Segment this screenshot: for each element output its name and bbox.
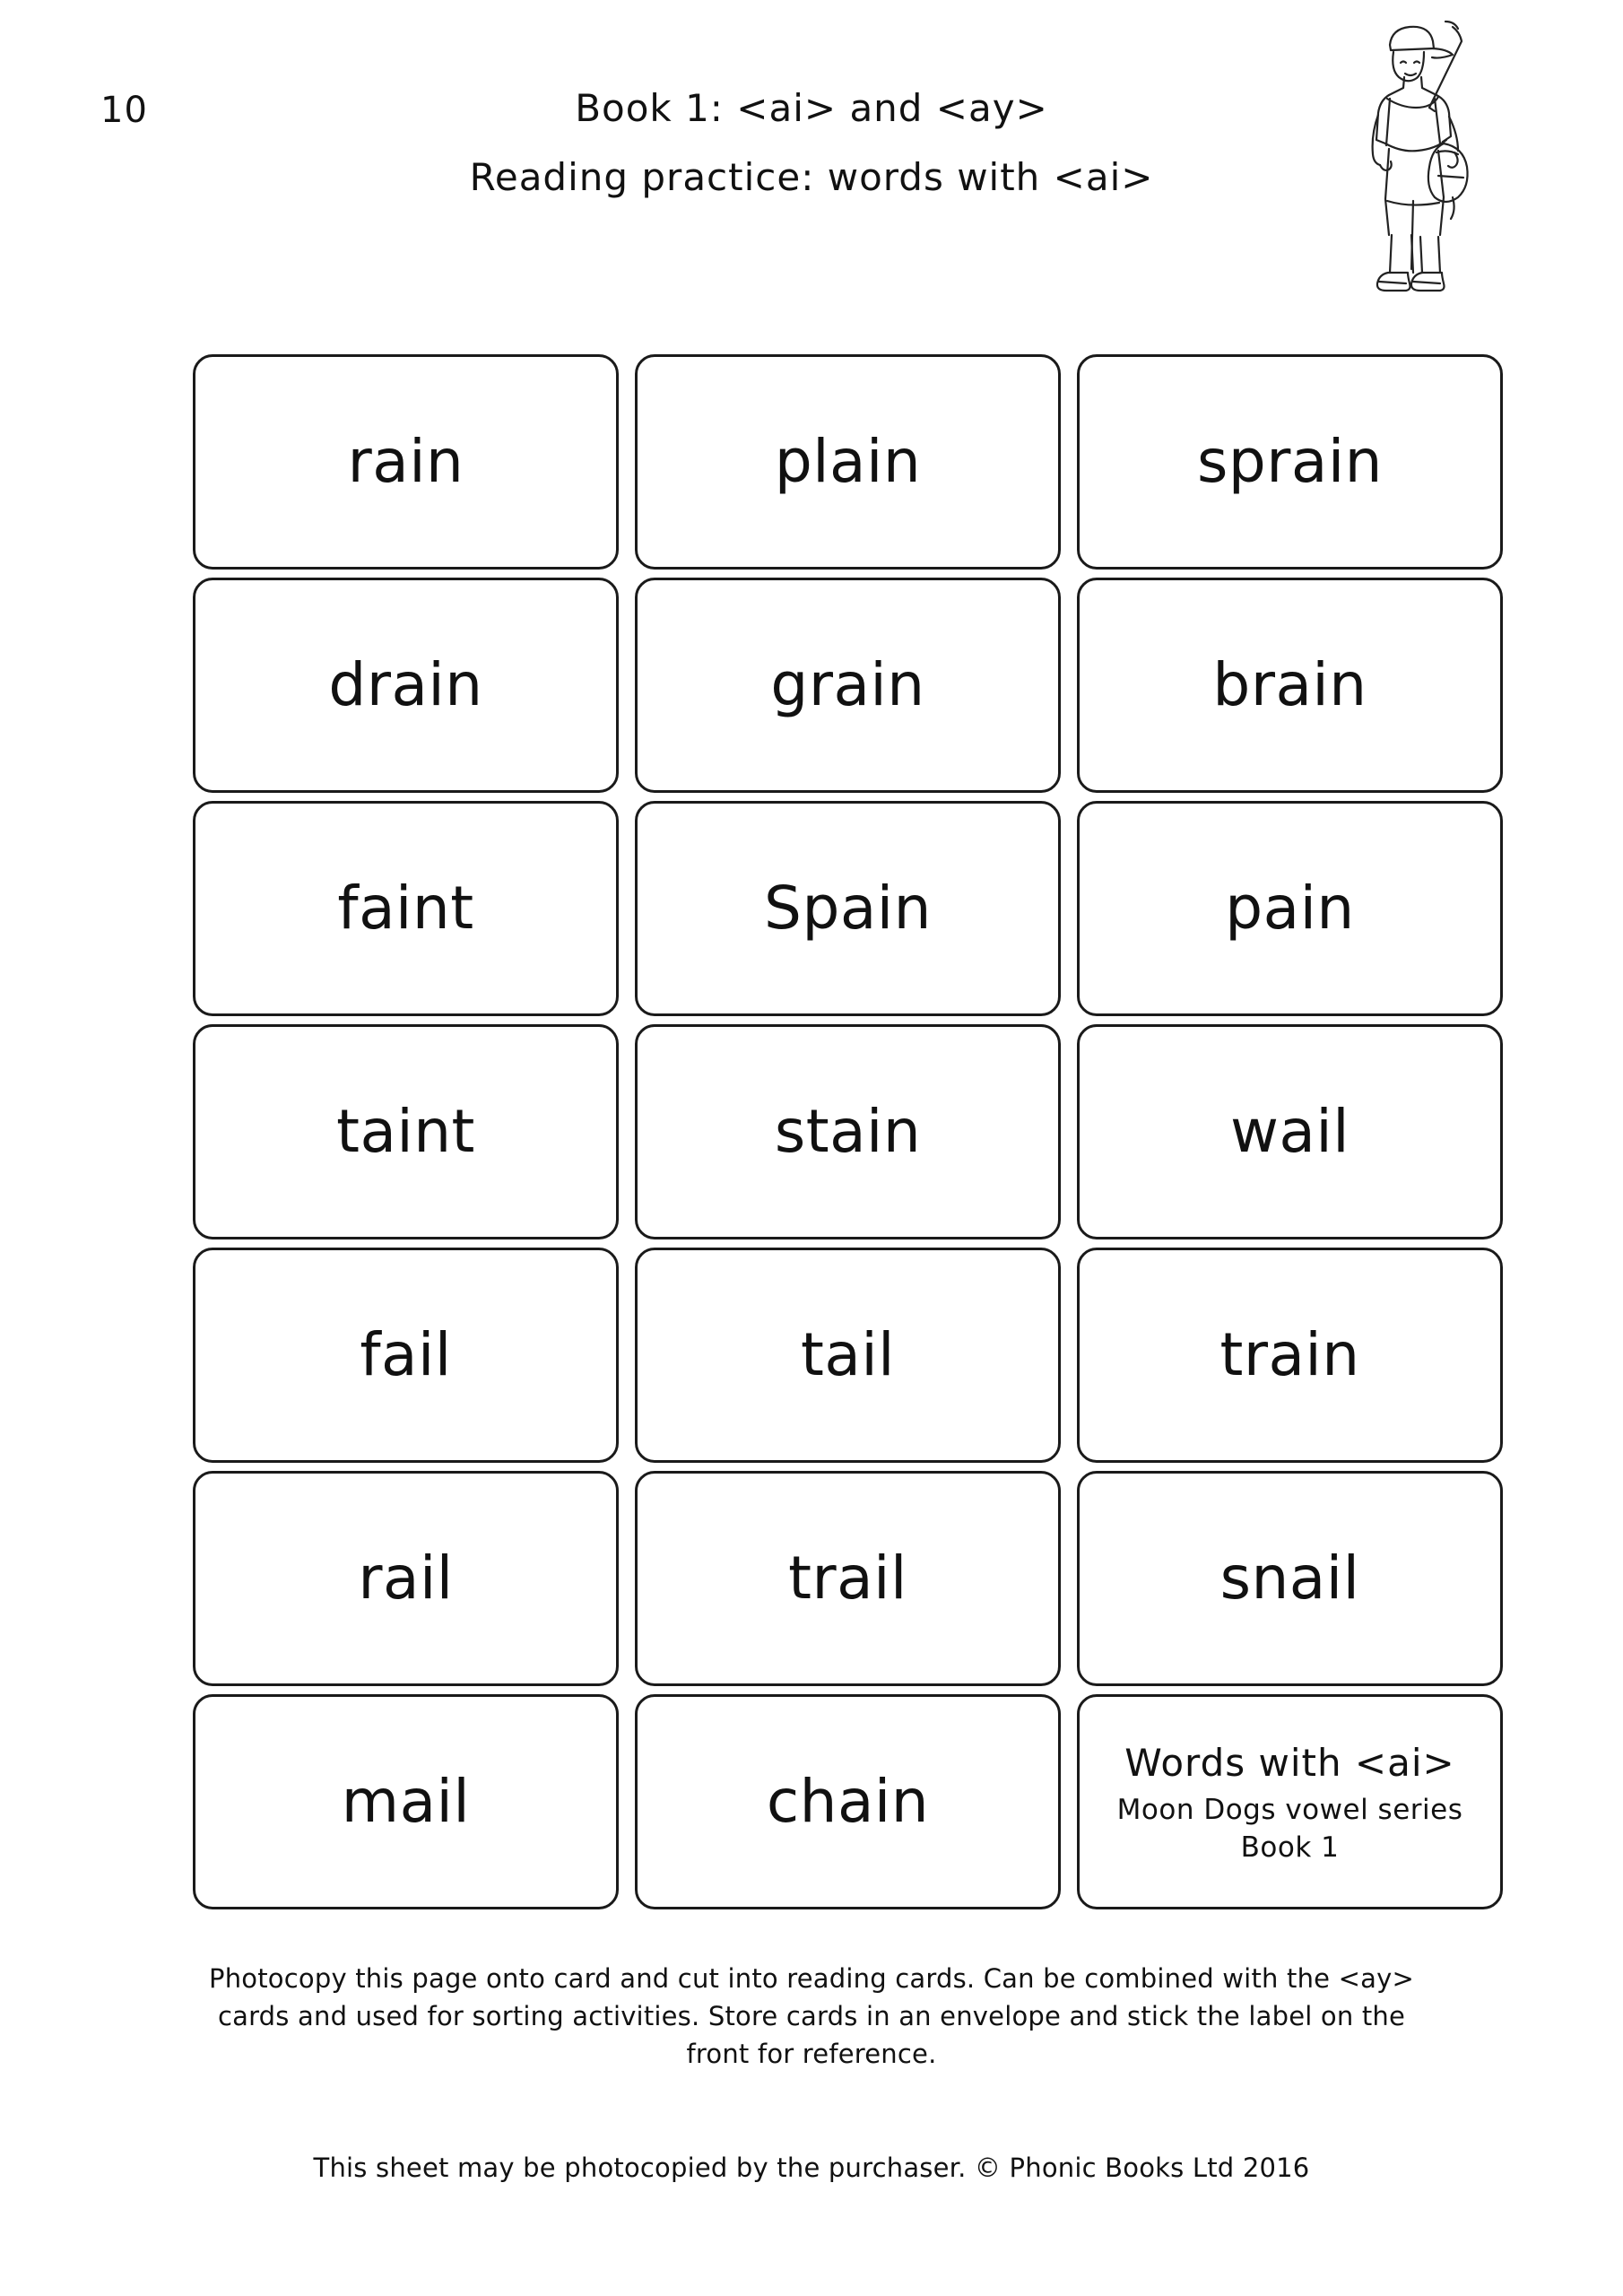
word-card-label: plain <box>774 427 922 496</box>
envelope-label-title: Words with <ai> <box>1124 1740 1455 1785</box>
word-card-label: wail <box>1229 1097 1350 1166</box>
word-card[interactable] <box>193 354 619 570</box>
page-subtitle: Reading practice: words with <ai> <box>469 155 1154 199</box>
word-card[interactable] <box>193 1694 619 1909</box>
envelope-label-series: Moon Dogs vowel series <box>1116 1793 1463 1826</box>
word-card-label: brain <box>1212 650 1367 719</box>
boy-with-bat-and-bag-illustration <box>1338 9 1508 314</box>
word-card-label: train <box>1219 1320 1360 1389</box>
word-card-label: chain <box>766 1767 930 1836</box>
word-card-label: taint <box>336 1097 475 1166</box>
word-card-label: rain <box>347 427 464 496</box>
footer-instructions: Photocopy this page onto card and cut into reading cards. Can be combined with the <ay> cards and used for sorting activities. Store cards in an envelope and stick the label on the front for reference. <box>209 1963 1414 2070</box>
word-card[interactable] <box>635 354 1061 570</box>
word-card[interactable] <box>193 1471 619 1686</box>
word-card-label: drain <box>328 650 483 719</box>
word-card-label: trail <box>788 1544 907 1613</box>
word-card[interactable] <box>1077 354 1503 570</box>
word-card[interactable] <box>1077 1024 1503 1239</box>
word-card-label: rail <box>358 1544 454 1613</box>
word-card-label: snail <box>1219 1544 1360 1613</box>
word-card[interactable] <box>1077 578 1503 793</box>
footer-copyright: This sheet may be photocopied by the purchaser. © Phonic Books Ltd 2016 <box>313 2152 1310 2183</box>
word-card[interactable] <box>1077 1248 1503 1463</box>
word-card-label: tail <box>801 1320 895 1389</box>
word-card[interactable] <box>193 1024 619 1239</box>
word-card[interactable] <box>193 801 619 1016</box>
word-card-label: grain <box>770 650 925 719</box>
word-card[interactable] <box>635 1471 1061 1686</box>
word-card[interactable] <box>1077 1471 1503 1686</box>
word-card-label: stain <box>774 1097 922 1166</box>
word-card[interactable] <box>635 1024 1061 1239</box>
envelope-label-card[interactable] <box>1077 1694 1503 1909</box>
word-card[interactable] <box>635 1248 1061 1463</box>
word-card[interactable] <box>1077 801 1503 1016</box>
word-card-label: pain <box>1225 874 1355 943</box>
reading-cards-grid <box>193 354 1502 1909</box>
word-card[interactable] <box>635 801 1061 1016</box>
word-card-label: sprain <box>1196 427 1384 496</box>
word-card-label: fail <box>360 1320 452 1389</box>
page-number: 10 <box>100 90 148 131</box>
word-card[interactable] <box>193 1248 619 1463</box>
word-card[interactable] <box>635 578 1061 793</box>
page-title: Book 1: <ai> and <ay> <box>575 86 1048 130</box>
word-card[interactable] <box>635 1694 1061 1909</box>
envelope-label-book: Book 1 <box>1240 1831 1340 1864</box>
word-card-label: mail <box>341 1767 471 1836</box>
word-card-label: Spain <box>764 874 932 943</box>
word-card[interactable] <box>193 578 619 793</box>
word-card-label: faint <box>337 874 474 943</box>
